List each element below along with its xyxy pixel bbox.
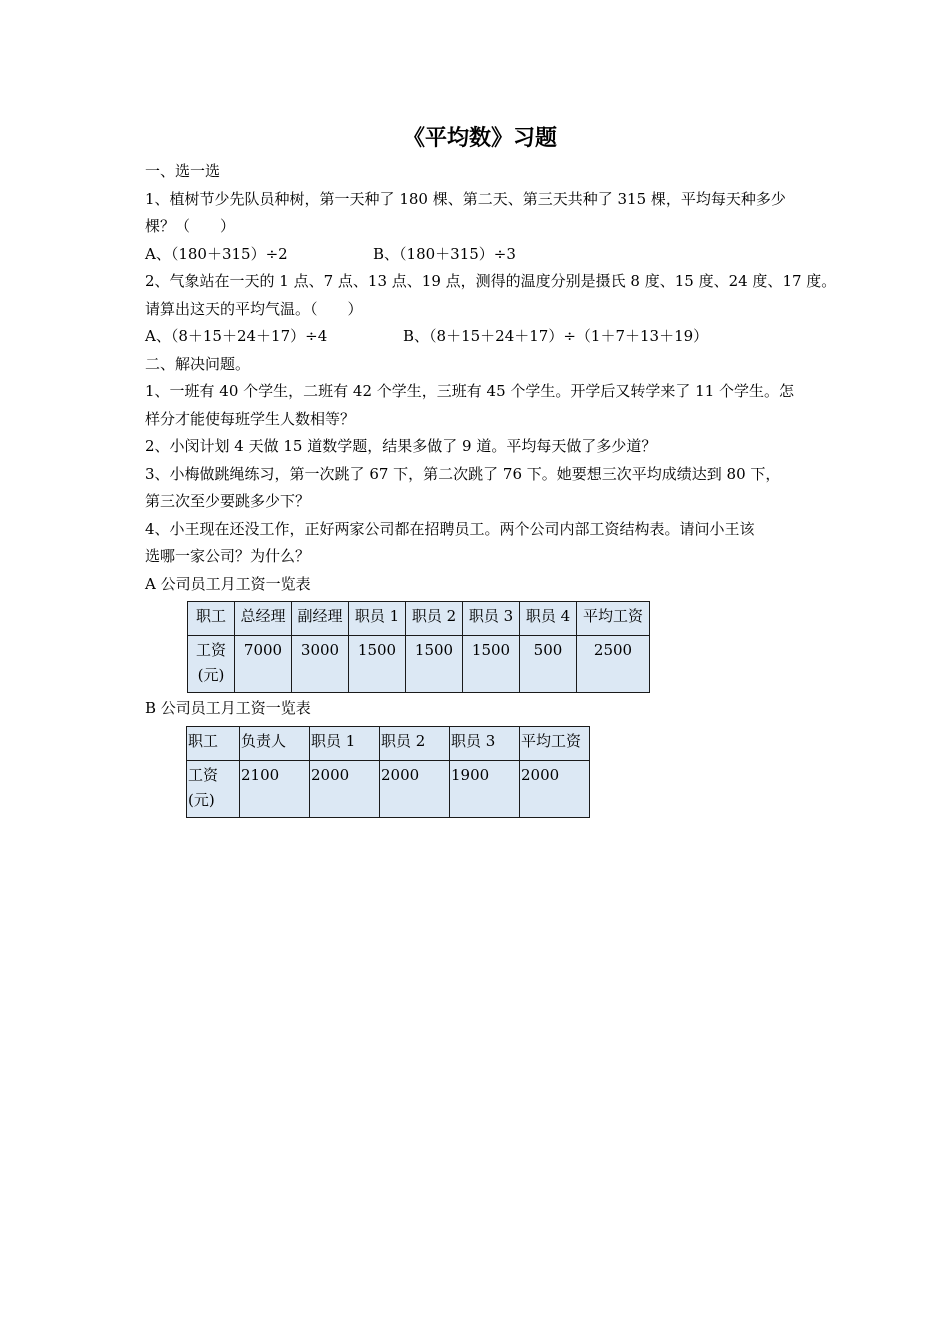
- q1-line1: 1、植树节少先队员种树，第一天种了 180 棵、第二天、第三天共种了 315 棵，平均每天种多少: [145, 189, 786, 208]
- table-a-value-cell: 7000: [235, 636, 292, 693]
- table-b-value-cell: 2000: [380, 760, 450, 817]
- table-b-value-cell: 2000: [310, 760, 380, 817]
- table-a-header-row: [188, 602, 650, 636]
- p2-line1: 2、小闵计划 4 天做 15 道数学题，结果多做了 9 道。平均每天做了多少道？: [145, 437, 657, 455]
- q1-option-a: A、（180＋315）÷2: [145, 244, 288, 263]
- table-a-value-cell: 2500: [577, 636, 650, 693]
- table-b-header-cell: 职员 1: [310, 726, 380, 760]
- p3-line1: 3、小梅做跳绳练习，第一次跳了 67 下，第二次跳了 76 下。她要想三次平均成绩达到 80 下，: [145, 464, 781, 483]
- table-a-value-cell: 500: [520, 636, 577, 693]
- table-a-header-cell: 职工: [188, 602, 235, 636]
- q2-line2: 请算出这天的平均气温。（ ）: [145, 299, 363, 318]
- table-a-header-cell: 职员 4: [520, 602, 577, 636]
- table-a-header-cell: 总经理: [235, 602, 292, 636]
- table-b-header-cell: 职员 3: [450, 726, 520, 760]
- p4-line1: 4、小王现在还没工作，正好两家公司都在招聘员工。两个公司内部工资结构表。请问小王该: [145, 519, 755, 538]
- section1-heading: 一、选一选: [145, 162, 221, 180]
- p3-line2: 第三次至少要跳多少下？: [145, 492, 311, 510]
- table-a-header-cell: 职员 2: [406, 602, 463, 636]
- page-title: 《平均数》习题: [402, 125, 557, 151]
- table-a-value-row: [188, 636, 650, 693]
- table-b-value-cell: 1900: [450, 760, 520, 817]
- table-b-header-cell: 平均工资: [520, 726, 590, 760]
- table-a: [187, 601, 650, 693]
- table-b: [186, 726, 590, 818]
- table-a-value-cell: 3000: [292, 636, 349, 693]
- q2-options: [145, 323, 815, 351]
- table-b-value-cell: 2100: [240, 760, 310, 817]
- table-a-caption: A 公司员工月工资一览表: [145, 574, 311, 593]
- table-b-header-cell: 负责人: [240, 726, 310, 760]
- q1-line2: 棵？（ ）: [145, 217, 236, 235]
- table-b-caption: B 公司员工月工资一览表: [145, 699, 311, 717]
- table-a-value-cell: 1500: [349, 636, 406, 693]
- table-a-header-cell: 副经理: [292, 602, 349, 636]
- q2-option-b: B、（8＋15＋24＋17）÷（1＋7＋13＋19）: [403, 327, 709, 345]
- section2-heading: 二、解决问题。: [145, 354, 251, 373]
- p1-line1: 1、一班有 40 个学生，二班有 42 个学生，三班有 45 个学生。开学后又转学来了 11 个学生。怎: [145, 382, 795, 400]
- table-a-value-cell: 1500: [406, 636, 463, 693]
- q1-options: [145, 241, 815, 269]
- table-b-value-row: [187, 760, 590, 817]
- document-page: [145, 118, 837, 818]
- q2-line1: 2、气象站在一天的 1 点、7 点、13 点、19 点，测得的温度分别是摄氏 8 度、15 度、24 度、17 度。: [145, 272, 837, 290]
- table-a-header-cell: 职员 3: [463, 602, 520, 636]
- table-a-value-cell: 1500: [463, 636, 520, 693]
- q2-option-a: A、（8＋15＋24＋17）÷4: [145, 327, 328, 345]
- table-a-row-label: 工资(元): [188, 636, 235, 693]
- table-b-header-row: [187, 726, 590, 760]
- table-a-header-cell: 平均工资: [577, 602, 650, 636]
- table-a-header-cell: 职员 1: [349, 602, 406, 636]
- q1-option-b: B、（180＋315）÷3: [373, 244, 516, 263]
- table-b-value-cell: 2000: [520, 760, 590, 817]
- table-b-row-label: 工资(元): [187, 760, 240, 817]
- p4-line2: 选哪一家公司？为什么？: [145, 547, 311, 565]
- table-b-header-cell: 职员 2: [380, 726, 450, 760]
- p1-line2: 样分才能使每班学生人数相等？: [145, 409, 356, 428]
- table-b-header-cell: 职工: [187, 726, 240, 760]
